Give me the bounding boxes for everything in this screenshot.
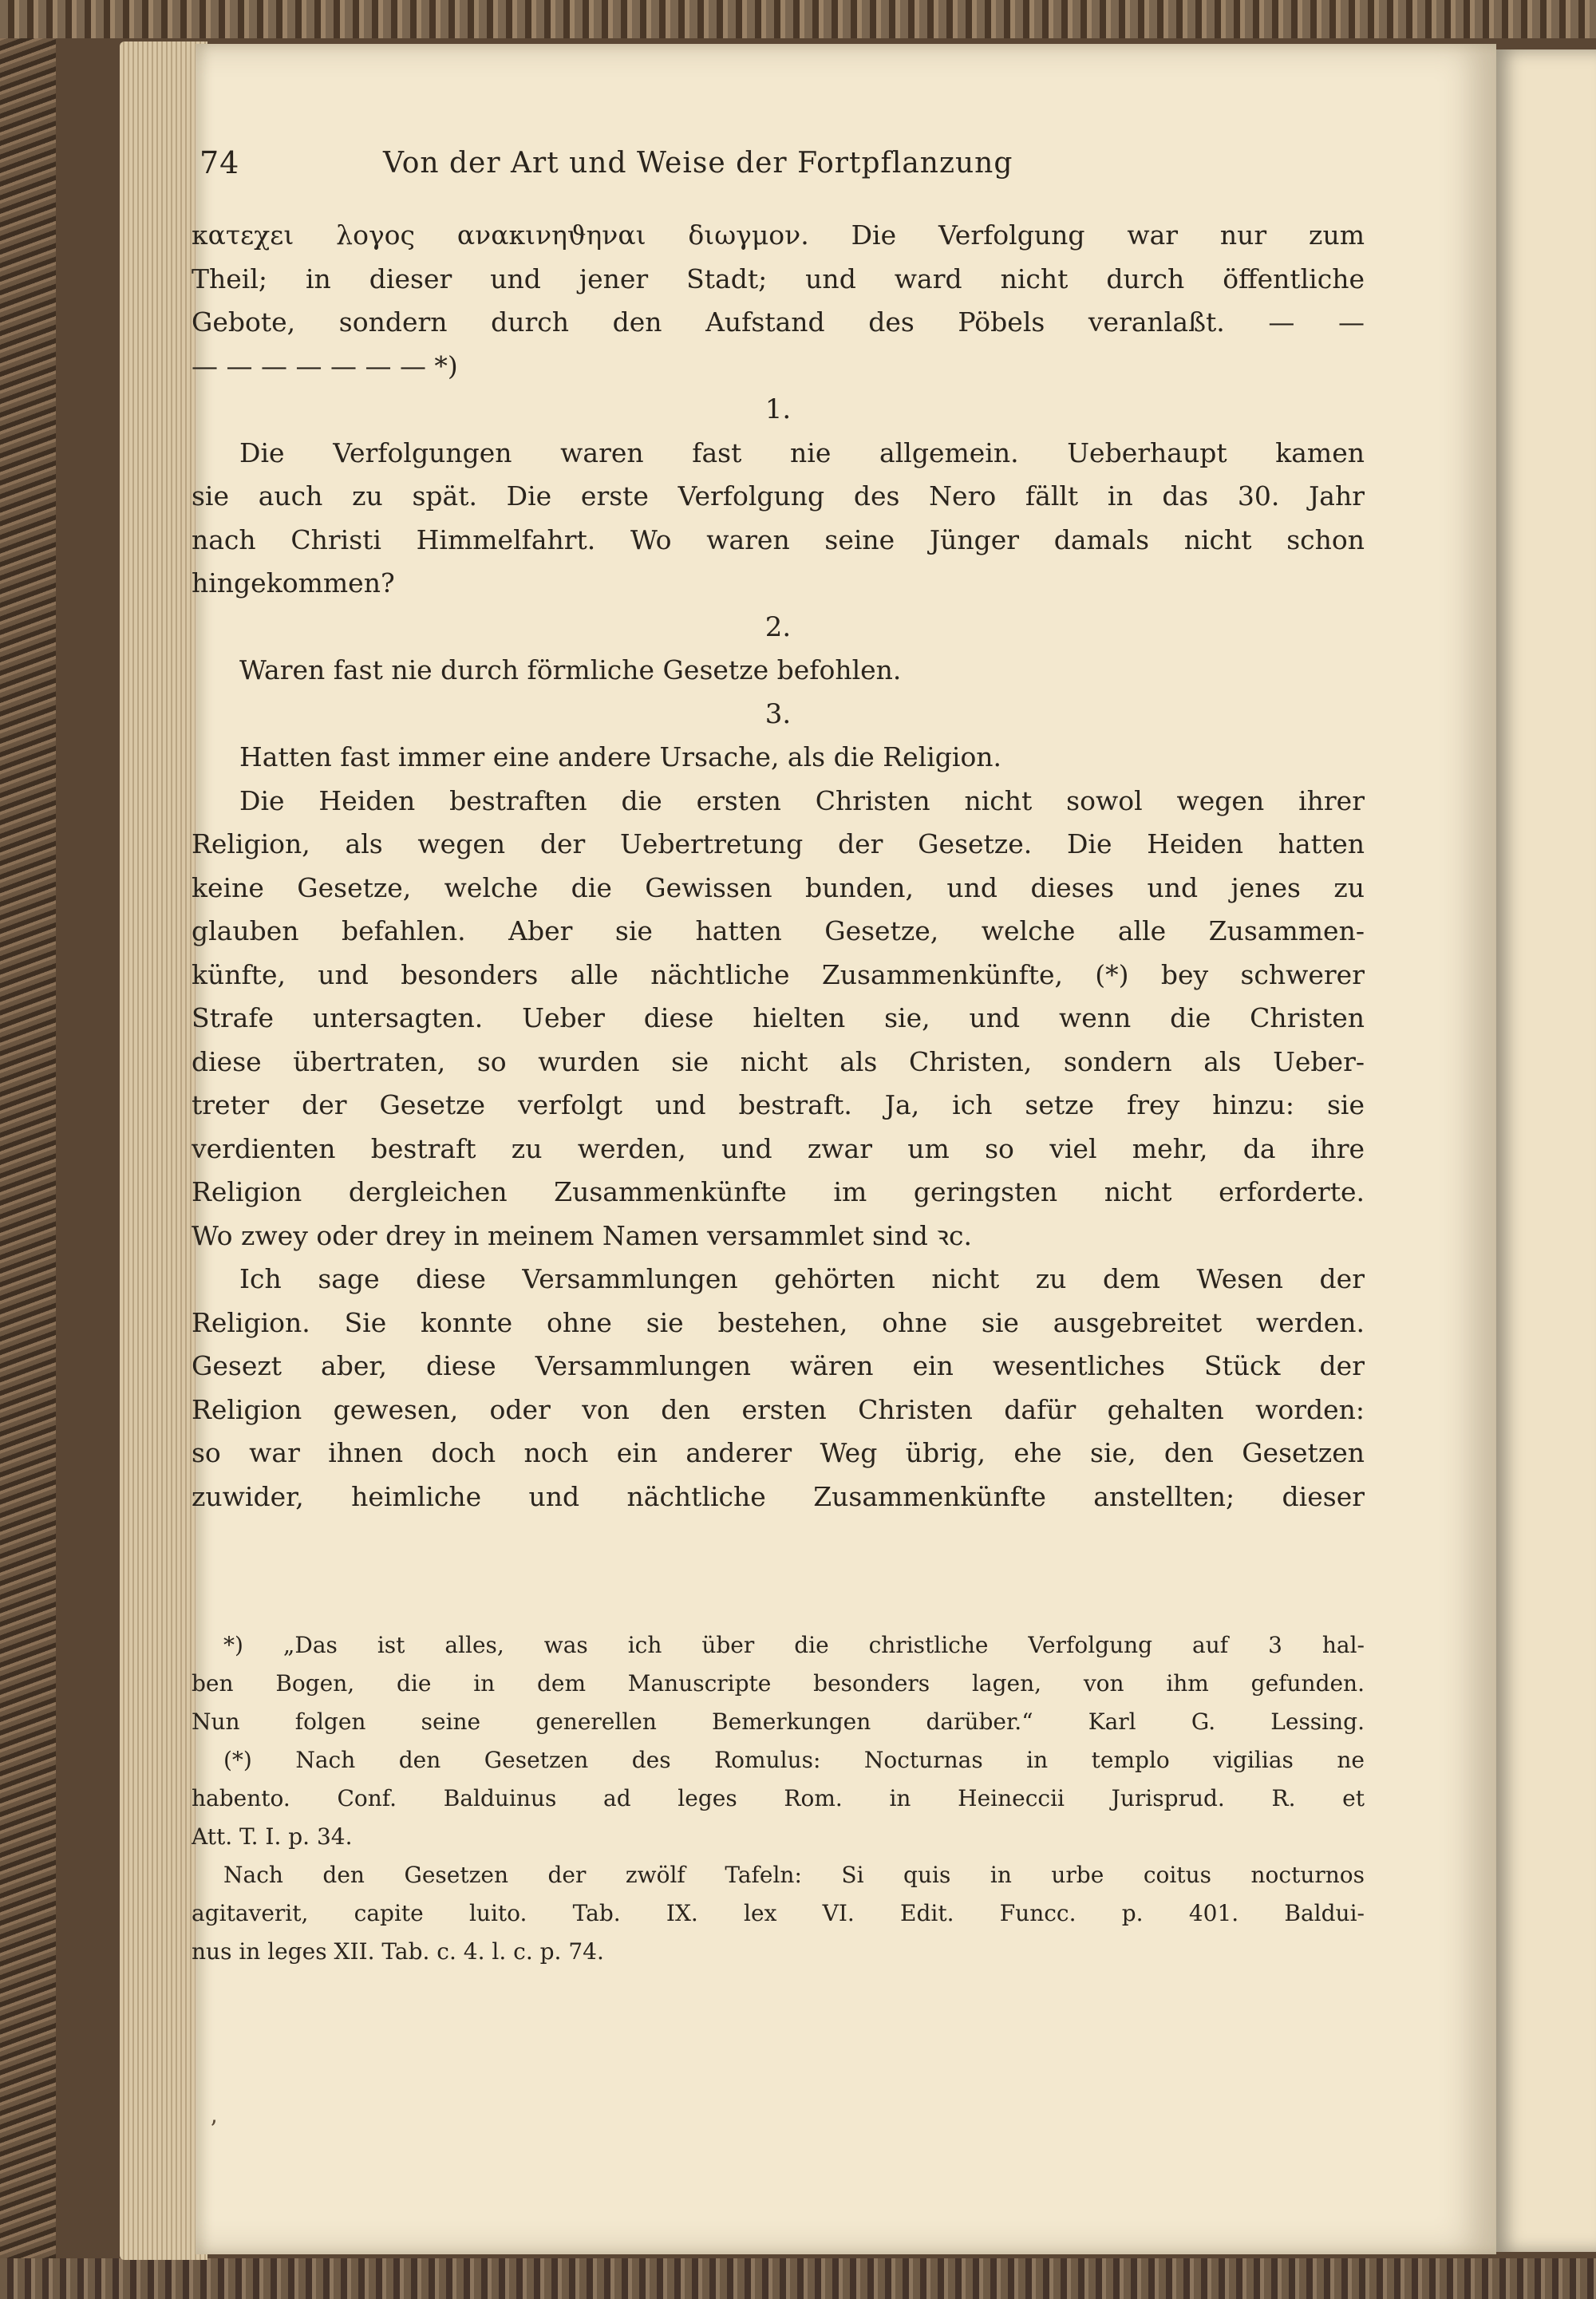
text-line: Religion. Sie konnte ohne sie bestehen, ohne sie ausgebreitet werden.	[192, 1306, 1365, 1338]
footnote-line: Nach den Gesetzen der zwölf Tafeln: Si quis in urbe coitus nocturnos	[223, 1862, 1365, 1888]
footnote-line: Att. T. I. p. 34.	[192, 1823, 353, 1850]
footnote-line: habento. Conf. Balduinus ad leges Rom. in Heineccii Jurisprud. R. et	[192, 1785, 1365, 1811]
text-line: künfte, und besonders alle nächtliche Zusammenkünfte, (*) bey schwerer	[192, 958, 1365, 990]
section-number-3: 3.	[764, 697, 792, 730]
book-cover-bottom	[0, 2258, 1596, 2299]
text-line: Religion, als wegen der Uebertretung der Gesetze. Die Heiden hatten	[192, 828, 1365, 859]
text-line: Hatten fast immer eine andere Ursache, als die Religion.	[239, 741, 1002, 772]
section-number-2: 2.	[764, 610, 792, 643]
text-line: Die Verfolgungen waren fast nie allgemein. Ueberhaupt kamen	[239, 436, 1365, 468]
text-line: keine Gesetze, welche die Gewissen bunden, und dieses und jenes zu	[192, 871, 1365, 903]
footnote-line: (*) Nach den Gesetzen des Romulus: Nocturnas in templo vigilias ne	[223, 1747, 1365, 1773]
text-line: nach Christi Himmelfahrt. Wo waren seine Jünger damals nicht schon	[192, 523, 1365, 555]
text-line: glauben befahlen. Aber sie hatten Gesetze, welche alle Zusammen-	[192, 915, 1365, 946]
text-line: — — — — — — — *)	[192, 350, 458, 381]
page-header	[200, 145, 1181, 193]
text-line: Waren fast nie durch förmliche Gesetze befohlen.	[239, 654, 902, 685]
footnotes	[192, 1626, 1365, 1971]
footnote-line: Nun folgen seine generellen Bemerkungen darüber.“ Karl G. Lessing.	[192, 1708, 1365, 1735]
text-line: Strafe untersagten. Ueber diese hielten sie, und wenn die Christen	[192, 1002, 1365, 1033]
text-line: Ich sage diese Versammlungen gehörten nicht zu dem Wesen der	[239, 1263, 1365, 1294]
text-line: verdienten bestraft zu werden, und zwar um so viel mehr, da ihre	[192, 1132, 1365, 1164]
section-number-1: 1.	[764, 393, 792, 425]
text-line: Religion dergleichen Zusammenkünfte im geringsten nicht erforderte.	[192, 1176, 1365, 1207]
margin-mark: ʼ	[209, 2116, 217, 2144]
text-line: zuwider, heimliche und nächtliche Zusammenkünfte anstellten; dieser	[192, 1480, 1365, 1512]
text-line: Religion gewesen, oder von den ersten Christen dafür gehalten worden:	[192, 1393, 1365, 1425]
text-line: sie auch zu spät. Die erste Verfolgung des Nero fällt in das 30. Jahr	[192, 480, 1365, 512]
facing-page	[1492, 49, 1596, 2252]
text-line: treter der Gesetze verfolgt und bestraft. Ja, ich setze frey hinzu: sie	[192, 1089, 1365, 1120]
footnote-line: agitaverit, capite luito. Tab. IX. lex VI. Edit. Funcc. p. 401. Baldui-	[192, 1900, 1365, 1926]
book-cover-left	[0, 0, 56, 2299]
footnote-line: ben Bogen, die in dem Manuscripte besonders lagen, von ihm gefunden.	[192, 1670, 1365, 1697]
footnote-line: nus in leges XII. Tab. c. 4. l. c. p. 74.	[192, 1938, 604, 1965]
text-line: κατεχει λογος ανακινηϑηναι διωγμον. Die Verfolgung war nur zum	[192, 219, 1365, 251]
text-line: Wo zwey oder drey in meinem Namen versammlet sind ꝛc.	[192, 1219, 972, 1251]
text-line: Die Heiden bestraften die ersten Christen nicht sowol wegen ihrer	[239, 784, 1365, 816]
running-title: Von der Art und Weise der Fortpflanzung	[383, 147, 1013, 180]
text-line: Gebote, sondern durch den Aufstand des Pöbels veranlaßt. — —	[192, 306, 1365, 338]
text-line: Theil; in dieser und jener Stadt; und ward nicht durch öffentliche	[192, 263, 1365, 294]
text-line: so war ihnen doch noch ein anderer Weg übrig, ehe sie, den Gesetzen	[192, 1437, 1365, 1468]
text-line: hingekommen?	[192, 567, 395, 598]
page-number: 74	[200, 145, 240, 180]
text-line: diese übertraten, so wurden sie nicht als Christen, sondern als Ueber-	[192, 1045, 1365, 1077]
body-text	[192, 214, 1365, 1519]
text-line: Gesezt aber, diese Versammlungen wären ein wesentliches Stück der	[192, 1350, 1365, 1381]
footnote-line: *) „Das ist alles, was ich über die christliche Verfolgung auf 3 hal-	[223, 1632, 1365, 1658]
book-cover-top	[0, 0, 1596, 38]
